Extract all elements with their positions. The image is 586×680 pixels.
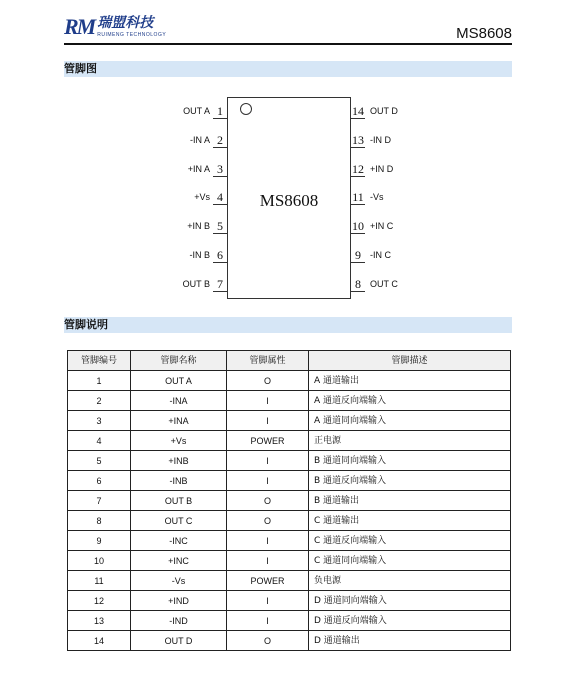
cell-pin-name: +Vs — [131, 431, 227, 451]
cell-pin-name: +INC — [131, 551, 227, 571]
cell-pin-number: 8 — [68, 511, 131, 531]
pin-name: +IN C — [370, 221, 394, 232]
cell-pin-number: 13 — [68, 611, 131, 631]
pin-name: -Vs — [370, 192, 384, 203]
pin-name: OUT B — [182, 278, 210, 289]
table-row — [68, 431, 511, 451]
pin1-marker-icon — [240, 103, 252, 115]
pin-name: OUT D — [370, 106, 398, 116]
cell-pin-name: +INA — [131, 411, 227, 431]
cell-pin-number: 4 — [68, 431, 131, 451]
cell-pin-description: C 通道反向端输入 — [309, 531, 511, 551]
pin-number: 13 — [352, 132, 364, 147]
cell-pin-name: OUT A — [131, 371, 227, 391]
pin-number: 3 — [213, 162, 227, 177]
cell-pin-attribute: I — [227, 551, 309, 571]
cell-pin-name: OUT C — [131, 511, 227, 531]
cell-pin-attribute: O — [227, 631, 309, 651]
cell-pin-attribute: I — [227, 531, 309, 551]
cell-pin-attribute: I — [227, 411, 309, 431]
header-divider — [64, 43, 512, 45]
cell-pin-attribute: O — [227, 371, 309, 391]
pin-name: OUT C — [370, 278, 398, 289]
pin-number: 2 — [213, 133, 227, 148]
table-header-row — [68, 351, 511, 371]
cell-pin-attribute: I — [227, 611, 309, 631]
pin-number: 11 — [352, 190, 364, 205]
logo-english-name: RUIMENG TECHNOLOGY — [97, 32, 167, 38]
document-title: MS8608 — [456, 25, 512, 42]
table-row — [68, 471, 511, 491]
pin-name: +IN B — [187, 221, 210, 232]
cell-pin-number: 11 — [68, 571, 131, 591]
cell-pin-description: A 通道同向端输入 — [309, 411, 511, 431]
cell-pin-attribute: I — [227, 451, 309, 471]
cell-pin-number: 3 — [68, 411, 131, 431]
section-pinout — [64, 61, 512, 77]
chip-label: MS8608 — [259, 191, 319, 210]
pin-name: -IN C — [370, 250, 391, 260]
company-logo — [64, 16, 166, 38]
cell-pin-description: B 通道反向端输入 — [309, 471, 511, 491]
pin-number: 4 — [213, 190, 227, 205]
cell-pin-attribute: I — [227, 391, 309, 411]
cell-pin-description: 负电源 — [309, 571, 511, 591]
cell-pin-name: -INC — [131, 531, 227, 551]
cell-pin-number: 5 — [68, 451, 131, 471]
cell-pin-number: 1 — [68, 371, 131, 391]
section-pin-description-title: 管脚说明 — [64, 318, 108, 331]
pin-name: -IN A — [189, 134, 210, 145]
table-row — [68, 631, 511, 651]
table-row — [68, 531, 511, 551]
cell-pin-number: 12 — [68, 591, 131, 611]
pin-number: 14 — [352, 104, 364, 118]
cell-pin-number: 9 — [68, 531, 131, 551]
header-pin-number: 管脚编号 — [68, 351, 131, 371]
table-row — [68, 611, 511, 631]
pin-name: -IN B — [189, 250, 210, 260]
cell-pin-number: 7 — [68, 491, 131, 511]
cell-pin-description: B 通道同向端输入 — [309, 451, 511, 471]
pin-name: +Vs — [194, 192, 210, 203]
pin-name: +IN A — [187, 163, 210, 174]
table-row — [68, 371, 511, 391]
cell-pin-attribute: I — [227, 471, 309, 491]
cell-pin-description: D 通道同向端输入 — [309, 591, 511, 611]
table-row — [68, 391, 511, 411]
cell-pin-description: C 通道输出 — [309, 511, 511, 531]
table-row — [68, 591, 511, 611]
cell-pin-name: OUT D — [131, 631, 227, 651]
table-row — [68, 571, 511, 591]
cell-pin-name: OUT B — [131, 491, 227, 511]
cell-pin-name: -IND — [131, 611, 227, 631]
header-pin-description: 管脚描述 — [309, 351, 511, 371]
table-row — [68, 491, 511, 511]
pin-number: 5 — [213, 219, 227, 234]
cell-pin-attribute: O — [227, 511, 309, 531]
section-pin-description — [64, 317, 512, 333]
cell-pin-number: 10 — [68, 551, 131, 571]
pin-number: 8 — [351, 277, 365, 292]
pin-name: OUT A — [183, 106, 210, 116]
section-pinout-title: 管脚图 — [64, 62, 97, 75]
cell-pin-name: -INA — [131, 391, 227, 411]
pin-number: 10 — [352, 219, 364, 234]
table-row — [68, 451, 511, 471]
cell-pin-description: 正电源 — [309, 431, 511, 451]
cell-pin-description: C 通道同向端输入 — [309, 551, 511, 571]
pin-number: 9 — [351, 248, 365, 263]
cell-pin-name: +INB — [131, 451, 227, 471]
pin-number: 12 — [352, 161, 364, 176]
cell-pin-name: -Vs — [131, 571, 227, 591]
cell-pin-attribute: O — [227, 491, 309, 511]
header-pin-attribute: 管脚属性 — [227, 351, 309, 371]
cell-pin-description: D 通道反向端输入 — [309, 611, 511, 631]
logo-mark: RM — [64, 14, 95, 39]
page-header — [64, 14, 512, 44]
pin-name: +IN D — [370, 163, 394, 174]
cell-pin-name: +IND — [131, 591, 227, 611]
cell-pin-description: D 通道输出 — [309, 631, 511, 651]
cell-pin-description: A 通道输出 — [309, 371, 511, 391]
cell-pin-number: 6 — [68, 471, 131, 491]
cell-pin-attribute: POWER — [227, 571, 309, 591]
cell-pin-number: 14 — [68, 631, 131, 651]
cell-pin-name: -INB — [131, 471, 227, 491]
table-row — [68, 511, 511, 531]
cell-pin-description: B 通道输出 — [309, 491, 511, 511]
cell-pin-description: A 通道反向端输入 — [309, 391, 511, 411]
pin-description-table — [67, 350, 511, 651]
cell-pin-attribute: POWER — [227, 431, 309, 451]
cell-pin-number: 2 — [68, 391, 131, 411]
chip-package — [227, 97, 351, 299]
logo-text — [97, 16, 166, 38]
table-row — [68, 411, 511, 431]
cell-pin-attribute: I — [227, 591, 309, 611]
pin-number: 1 — [213, 104, 227, 119]
table-row — [68, 551, 511, 571]
header-pin-name: 管脚名称 — [131, 351, 227, 371]
logo-chinese-name: 瑞盟科技 — [97, 15, 154, 31]
pin-name: -IN D — [370, 134, 391, 145]
pin-number: 6 — [213, 248, 227, 263]
pin-number: 7 — [213, 277, 227, 292]
